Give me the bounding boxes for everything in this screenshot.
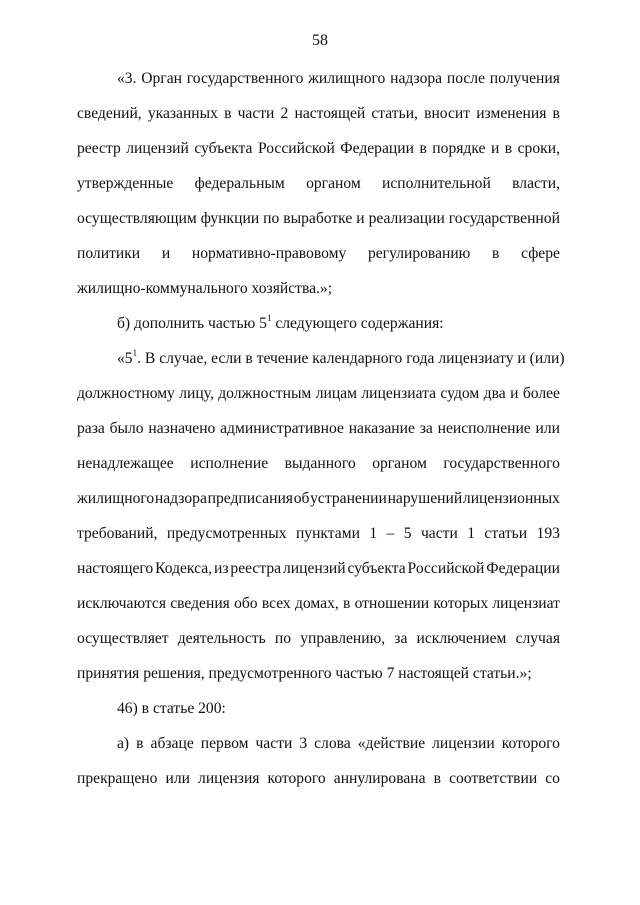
word: 193 bbox=[536, 525, 560, 542]
word: нормативно-правовому bbox=[191, 245, 347, 262]
word: субъекта bbox=[194, 140, 253, 157]
word: получения bbox=[489, 70, 560, 87]
word: изменения bbox=[476, 105, 547, 122]
word: сведений, bbox=[77, 105, 142, 122]
word: исключаются bbox=[77, 595, 166, 612]
word: «действие bbox=[357, 735, 426, 752]
word: лицу, bbox=[179, 385, 214, 402]
word: со bbox=[545, 770, 560, 787]
word: за bbox=[419, 420, 433, 437]
word: два bbox=[483, 385, 506, 402]
word: надзора bbox=[390, 70, 443, 87]
word: аннулирована bbox=[333, 770, 426, 787]
word: жилищного bbox=[308, 70, 386, 87]
word: которого bbox=[501, 735, 560, 752]
word: Кодекса, bbox=[155, 560, 213, 577]
word: Федерации bbox=[340, 140, 414, 157]
word: власти, bbox=[512, 175, 560, 192]
word: 1 bbox=[467, 525, 476, 542]
word: Российской bbox=[257, 140, 335, 157]
word: указанных bbox=[147, 105, 218, 122]
text-line bbox=[77, 384, 560, 404]
word: реестра bbox=[230, 560, 282, 577]
word: статьи, bbox=[371, 105, 418, 122]
text-run: «5 bbox=[117, 350, 133, 367]
word: лицензионных bbox=[462, 490, 560, 507]
word: деятельность bbox=[177, 630, 266, 647]
page-number: 58 bbox=[312, 32, 328, 49]
word: ненадлежащее bbox=[77, 455, 174, 472]
word: предусмотренных bbox=[166, 525, 287, 542]
word: исключением bbox=[416, 630, 507, 647]
text-line bbox=[77, 104, 560, 124]
word: в bbox=[342, 595, 351, 612]
word: государственной bbox=[448, 210, 560, 227]
text-line bbox=[117, 314, 560, 334]
word: 1 bbox=[369, 525, 378, 542]
word: слова bbox=[314, 735, 351, 752]
text-line bbox=[77, 594, 560, 614]
word: лицензиат bbox=[492, 595, 560, 612]
word: выданного bbox=[284, 455, 356, 472]
word: надзора bbox=[154, 490, 207, 507]
word: в bbox=[433, 770, 442, 787]
text-line bbox=[77, 559, 560, 579]
word: и bbox=[510, 385, 519, 402]
text-line bbox=[77, 419, 560, 439]
word: части bbox=[237, 105, 275, 122]
word: 3 bbox=[299, 735, 308, 752]
word: лицам bbox=[315, 385, 357, 402]
word: или bbox=[165, 770, 190, 787]
word: судом bbox=[440, 385, 480, 402]
word: в bbox=[136, 735, 144, 752]
word: регулированию bbox=[367, 245, 471, 262]
word: требований, bbox=[77, 525, 158, 542]
word: в bbox=[504, 140, 513, 157]
word: соответствии bbox=[449, 770, 538, 787]
text-run: следующего содержания: bbox=[271, 315, 444, 332]
word: настоящего bbox=[77, 560, 154, 577]
word: в bbox=[552, 105, 560, 122]
word: утвержденные bbox=[77, 175, 174, 192]
word: государственного bbox=[443, 455, 560, 472]
word: а) bbox=[117, 735, 130, 752]
word: первом bbox=[200, 735, 249, 752]
word: лицензия bbox=[198, 770, 260, 787]
word: части bbox=[255, 735, 293, 752]
word: или bbox=[535, 420, 560, 437]
word: исполнение bbox=[190, 455, 269, 472]
word: государственного bbox=[186, 70, 304, 87]
word: Орган bbox=[141, 70, 182, 87]
superscript: 1 bbox=[266, 312, 272, 323]
word: осуществляет bbox=[77, 630, 169, 647]
word: которых bbox=[433, 595, 489, 612]
word: субъекта bbox=[347, 560, 406, 577]
word: жилищного bbox=[77, 490, 155, 507]
word: сфере bbox=[521, 245, 560, 262]
word: вносит bbox=[424, 105, 471, 122]
text-line bbox=[77, 244, 560, 264]
word: исполнительной bbox=[382, 175, 491, 192]
word: реестр bbox=[77, 140, 121, 157]
word: должностным bbox=[218, 385, 312, 402]
word: лицензии bbox=[432, 735, 495, 752]
word: назначено bbox=[148, 420, 216, 437]
word: сведения bbox=[170, 595, 230, 612]
word: домах, bbox=[294, 595, 339, 612]
word: предписания bbox=[207, 490, 293, 507]
text-run: . В случае, если в течение календарного года лицензиату и (или) bbox=[137, 350, 565, 367]
word: абзаце bbox=[150, 735, 194, 752]
superscript: 1 bbox=[132, 347, 138, 358]
word: лицензиата bbox=[361, 385, 437, 402]
word: управлению, bbox=[300, 630, 386, 647]
word: по bbox=[263, 210, 280, 227]
text-line bbox=[117, 734, 560, 754]
word: осуществляющим bbox=[77, 210, 197, 227]
text-line bbox=[77, 454, 560, 474]
text-line bbox=[77, 174, 560, 194]
word: по bbox=[274, 630, 292, 647]
word: выработке bbox=[283, 210, 353, 227]
word: в bbox=[492, 245, 500, 262]
word: более bbox=[522, 385, 560, 402]
word: в bbox=[419, 140, 427, 157]
text-line bbox=[77, 629, 560, 649]
text-line bbox=[117, 69, 560, 89]
word: Российской bbox=[407, 560, 485, 577]
text-line: 46) в статье 200: bbox=[117, 700, 226, 717]
word: 2 bbox=[280, 105, 289, 122]
word: было bbox=[109, 420, 144, 437]
word: 5 bbox=[403, 525, 412, 542]
word: после bbox=[446, 70, 486, 87]
word: сроки, bbox=[517, 140, 560, 157]
word: устранении bbox=[310, 490, 387, 507]
word: об bbox=[293, 490, 310, 507]
word: раза bbox=[77, 420, 105, 437]
word: должностному bbox=[77, 385, 175, 402]
word: функции bbox=[200, 210, 260, 227]
word: реализации bbox=[368, 210, 445, 227]
word: Федерации bbox=[486, 560, 560, 577]
text-line: жилищно-коммунального хозяйства.»; bbox=[77, 280, 333, 297]
text-line bbox=[77, 209, 560, 229]
text-line bbox=[77, 489, 560, 509]
word: органом bbox=[372, 455, 427, 472]
text-line: принятия решения, предусмотренного частью 7 настоящей статьи.»; bbox=[77, 665, 532, 682]
word: лицензий bbox=[282, 560, 346, 577]
word: отношении bbox=[354, 595, 430, 612]
word: административное bbox=[220, 420, 344, 437]
text-line bbox=[77, 769, 560, 789]
word: случая bbox=[515, 630, 560, 647]
word: органом bbox=[306, 175, 361, 192]
word: части bbox=[420, 525, 458, 542]
text-line bbox=[117, 347, 565, 369]
text-run: б) дополнить частью 5 bbox=[117, 315, 267, 332]
word: статьи bbox=[484, 525, 528, 542]
word: пунктами bbox=[295, 525, 360, 542]
word: нарушений bbox=[387, 490, 463, 507]
word: прекращено bbox=[77, 770, 158, 787]
word: и bbox=[161, 245, 171, 262]
word: из bbox=[213, 560, 229, 577]
word: порядке bbox=[432, 140, 486, 157]
word: политики bbox=[77, 245, 141, 262]
word: и bbox=[490, 140, 500, 157]
word: «3. bbox=[117, 70, 137, 87]
word: федеральным bbox=[194, 175, 285, 192]
word: настоящей bbox=[294, 105, 366, 122]
word: наказание bbox=[348, 420, 415, 437]
word: неисполнение bbox=[437, 420, 531, 437]
word: всех bbox=[261, 595, 291, 612]
word: – bbox=[386, 525, 395, 542]
word: которого bbox=[267, 770, 326, 787]
word: обо bbox=[234, 595, 258, 612]
word: лицензий bbox=[126, 140, 189, 157]
word: и bbox=[356, 210, 365, 227]
text-line bbox=[77, 524, 560, 544]
word: в bbox=[224, 105, 232, 122]
text-line bbox=[77, 139, 560, 159]
word: за bbox=[394, 630, 408, 647]
